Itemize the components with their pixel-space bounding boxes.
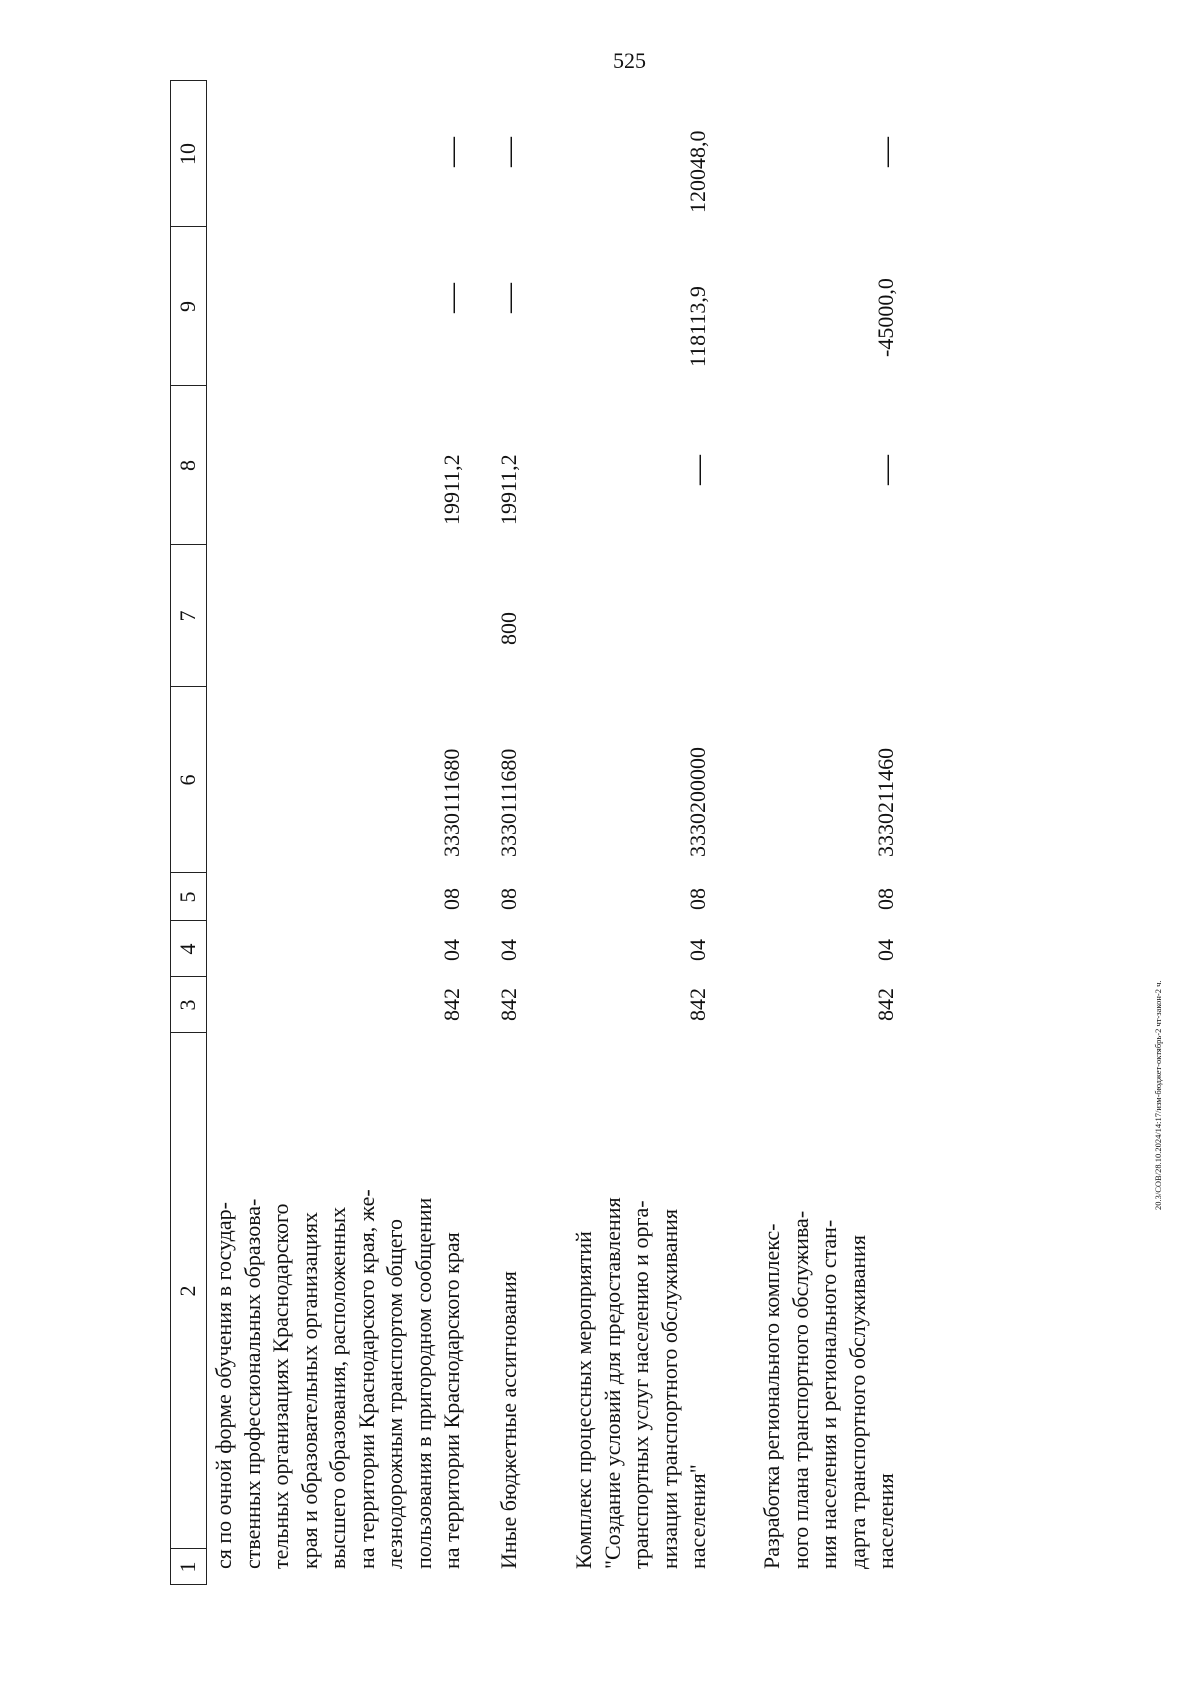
- cell-col-10: —: [492, 137, 525, 167]
- header-col-1: 1: [175, 1561, 200, 1573]
- cell-col-4: 04: [439, 939, 464, 961]
- cell-col-5: 08: [873, 888, 898, 910]
- header-bottom-border: [206, 80, 207, 1585]
- cell-col-8: —: [869, 455, 902, 485]
- header-col-10: 10: [175, 143, 200, 165]
- cell-col-6: 3330111680: [439, 748, 464, 857]
- cell-col-3: 842: [873, 988, 898, 1021]
- cell-col-5: 08: [439, 888, 464, 910]
- cell-col-6: 3330200000: [685, 747, 710, 857]
- cell-col-8: —: [681, 455, 714, 485]
- cell-col-7: 800: [496, 612, 521, 645]
- cell-col-9: -45000,0: [873, 278, 898, 357]
- header-col-2: 2: [175, 1285, 200, 1297]
- cell-col-8: 19911,2: [439, 454, 464, 525]
- cell-col-9: —: [492, 283, 525, 313]
- header-col-9: 9: [175, 301, 200, 312]
- row-description: Разработка регионального комплекс- ного плана транспортного обслужива- ния населения и регионального стан- дарта транспортного обслуживания населения: [759, 1210, 898, 1569]
- cell-col-4: 04: [873, 939, 898, 961]
- header-col-7: 7: [175, 610, 200, 622]
- header-col-5: 5: [175, 891, 200, 903]
- cell-col-6: 3330111680: [496, 748, 521, 857]
- table-header: [170, 80, 206, 1585]
- budget-table: [170, 80, 990, 1585]
- cell-col-10: —: [435, 137, 468, 167]
- page-number: 525: [613, 48, 646, 73]
- header-col-4: 4: [175, 943, 200, 955]
- cell-col-5: 08: [496, 888, 521, 910]
- cell-col-10: —: [869, 137, 902, 167]
- header-col-3: 3: [175, 999, 200, 1011]
- cell-col-6: 3330211460: [873, 747, 898, 857]
- header-col-6: 6: [175, 774, 200, 786]
- cell-col-3: 842: [439, 988, 464, 1021]
- cell-col-3: 842: [685, 988, 710, 1021]
- cell-col-10: 120048,0: [685, 130, 710, 213]
- cell-col-9: 118113,9: [685, 286, 710, 367]
- row-description: ся по очной форме обучения в государ- ственных профессиональных образова- тельных организациях Краснодарского края и образовательных организациях высшего образования, расположенных на территории Краснодарского края, же- лезнодорожным транспортом общего пользования в пригородном сообщении на территории Краснодарского края: [211, 1189, 464, 1569]
- cell-col-4: 04: [496, 939, 521, 961]
- cell-col-4: 04: [685, 939, 710, 961]
- header-col-8: 8: [175, 460, 200, 471]
- row-description: Иные бюджетные ассигнования: [496, 1271, 521, 1569]
- footer-file-stamp: 20.3/СОВ/28.10.2024/14:17/изм-бюджет-октябрь-2 чт-закон-2 ч.: [1153, 980, 1163, 1210]
- cell-col-3: 842: [496, 988, 521, 1021]
- row-description: Комплекс процессных мероприятий "Создание условий для предоставления транспортных услуг населению и орга- низации транспортного обслуживания населения": [571, 1197, 710, 1569]
- cell-col-5: 08: [685, 888, 710, 910]
- cell-col-8: 19911,2: [496, 454, 521, 525]
- cell-col-9: —: [435, 283, 468, 313]
